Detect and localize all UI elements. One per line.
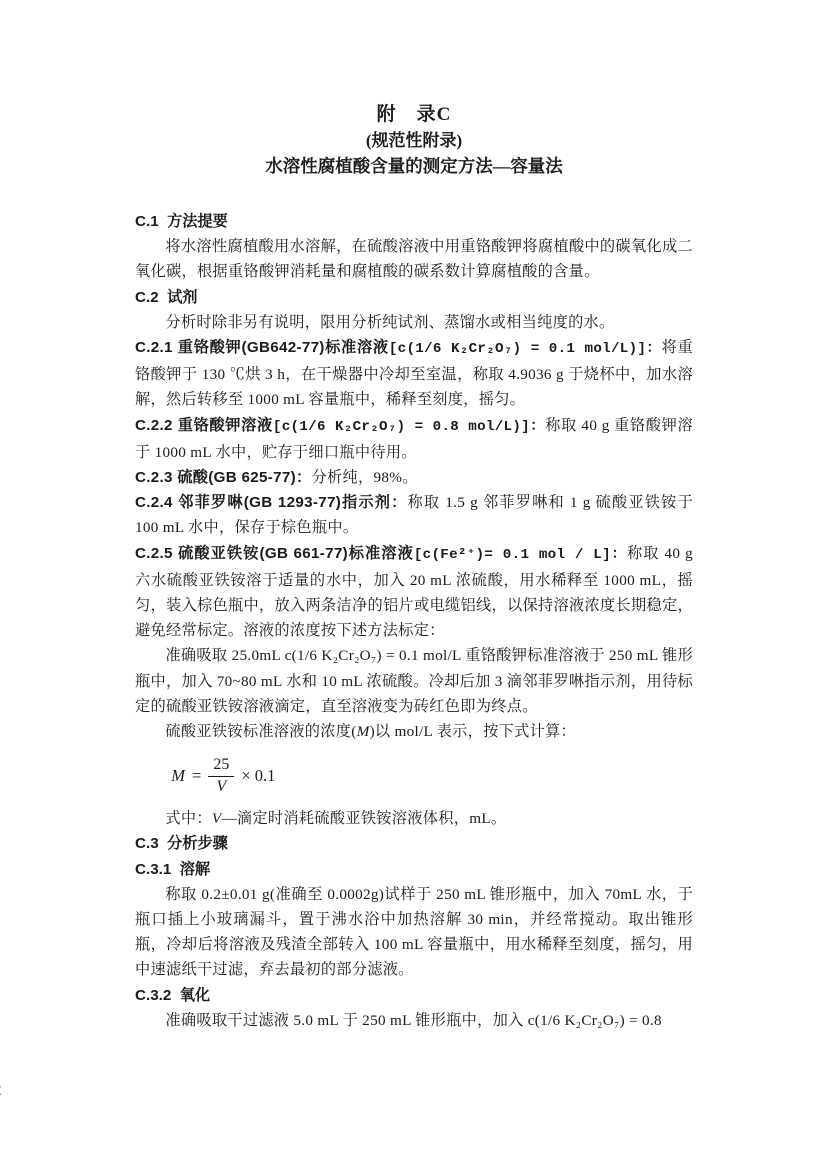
- clause-c2-1-label: C.2.1 重铬酸钾(GB642-77)标准溶液: [135, 339, 389, 357]
- oxidation-text-pre: 准确吸取干过滤液 5.0 mL 于 250 mL 锥形瓶中，加入: [165, 1011, 528, 1029]
- fraction-denominator: V: [216, 777, 227, 795]
- clause-c2-5-label: C.2.5 硫酸亚铁铵(GB 661-77)标准溶液: [135, 544, 414, 562]
- standardization-text-post: 重铬酸钾标准溶液于 250 mL 锥形瓶中，加入 70~80 mL 水和 10 mL 浓硫酸。冷却后加 3 滴邻菲罗啉指示剂，用待标定的硫酸亚铁铵溶液滴定，直至溶液变为砖红色即为终点。: [135, 647, 693, 715]
- heading-c3-2: C.3.2 氧化: [135, 986, 211, 1004]
- paragraph-where-clause: [135, 806, 693, 831]
- oxidation-formula: c(1/6 K₂Cr₂O₇) = 0.8: [527, 1011, 662, 1029]
- appendix-title: 附 录C: [376, 104, 452, 125]
- clause-c2-3-text: 分析纯，98%。: [311, 469, 418, 487]
- appendix-document: [135, 102, 693, 1033]
- paragraph-standardization: [135, 643, 693, 719]
- clause-c2-2-text: 称取 40 g 重铬酸钾溶于 1000 mL 水中，贮存于细口瓶中待用。: [135, 416, 694, 461]
- paragraph-c2-2: [135, 413, 693, 465]
- concentration-text-pre: 硫酸亚铁铵标准溶液的浓度(: [165, 723, 357, 741]
- paragraph-c2-1: [135, 335, 693, 413]
- equation-molarity: [135, 750, 693, 802]
- method-title: 水溶性腐植酸含量的测定方法—容量法: [265, 156, 563, 176]
- paragraph-c1-summary: 将水溶性腐植酸用水溶解，在硫酸溶液中用重铬酸钾将腐植酸中的碳氧化成二氧化碳，根据重铬酸钾消耗量和腐植酸的碳系数计算腐植酸的含量。: [135, 238, 693, 281]
- multiplier-term: × 0.1: [241, 766, 276, 786]
- where-label: 式中：: [165, 810, 212, 828]
- fraction: [208, 756, 234, 796]
- clause-c2-2-concentration: [c(1/6 K₂Cr₂O₇) = 0.8 mol/L)]：: [272, 418, 546, 435]
- clause-c2-5-text: 称取 40 g 六水硫酸亚铁铵溶于适量的水中，加入 20 mL 浓硫酸，用水稀释至 1000 mL，摇匀，装入棕色瓶中，放入两条洁净的铝片或电缆铝线，以保持溶液浓度长期稳定，避免经常标定。溶液的浓度按下述方法标定：: [135, 544, 693, 640]
- variable-m: M: [356, 723, 370, 741]
- standardization-text-pre: 准确吸取 25.0mL: [165, 647, 285, 665]
- normative-subtitle: (规范性附录): [365, 131, 463, 150]
- concentration-text-post: )以 mol/L 表示，按下式计算：: [369, 723, 577, 741]
- clause-c2-1-text: 将重铬酸钾于 130 ℃烘 3 h，在干燥器中冷却至室温，称取 4.9036 g 于烧杯中，加水溶解，然后转移至 1000 mL 容量瓶中，稀释至刻度，摇匀。: [135, 339, 693, 409]
- clause-c2-4-label: C.2.4 邻菲罗啉(GB 1293-77)指示剂：: [135, 494, 408, 512]
- standardization-formula: c(1/6 K₂Cr₂O₇) = 0.1 mol/L: [284, 647, 462, 665]
- variable-v: V: [211, 810, 222, 828]
- page-number: [0, 1080, 2, 1100]
- heading-c1: C.1 方法提要: [135, 213, 228, 230]
- heading-c2: C.2 试剂: [135, 288, 198, 306]
- clause-c2-4-text: 称取 1.5 g 邻菲罗啉和 1 g 硫酸亚铁铵于 100 mL 水中，保存于棕色瓶中。: [135, 494, 693, 537]
- paragraph-c2-4: [135, 490, 693, 540]
- where-text: —滴定时消耗硫酸亚铁铵溶液体积，mL。: [221, 810, 507, 828]
- heading-c3-1: C.3.1 溶解: [135, 860, 211, 878]
- clause-c2-3-label: C.2.3 硫酸(GB 625-77)：: [135, 469, 312, 487]
- paragraph-c3-2-oxidation: [135, 1008, 693, 1033]
- paragraph-c2-3: [135, 465, 693, 490]
- fraction-numerator: 25: [208, 756, 234, 776]
- paragraph-c3-1-dissolution: 称取 0.2±0.01 g(准确至 0.0002g)试样于 250 mL 锥形瓶中，加入 70mL 水，于瓶口插上小玻璃漏斗，置于沸水浴中加热溶解 30 min，并经常搅动。取出锥形瓶，冷却后将溶液及残渣全部转入 100 mL 容量瓶中，用水稀释至刻度，摇匀，用中速滤纸干过滤，弃去最初的部分滤液。: [135, 885, 693, 979]
- clause-c2-1-concentration: [c(1/6 K₂Cr₂O₇) = 0.1 mol/L)]：: [388, 341, 662, 358]
- equals-sign: =: [192, 766, 202, 786]
- clause-c2-5-concentration: [c(Fe²⁺)= 0.1 mol / L]：: [413, 546, 627, 563]
- paragraph-concentration: [135, 719, 693, 744]
- clause-c2-2-label: C.2.2 重铬酸钾溶液: [135, 416, 273, 434]
- heading-c3: C.3 分析步骤: [135, 835, 228, 853]
- paragraph-c2-reagents: 分析时除非另有说明，限用分析纯试剂、蒸馏水或相当纯度的水。: [165, 313, 615, 331]
- paragraph-c2-5: [135, 541, 693, 644]
- equation-variable-m: M: [171, 766, 186, 786]
